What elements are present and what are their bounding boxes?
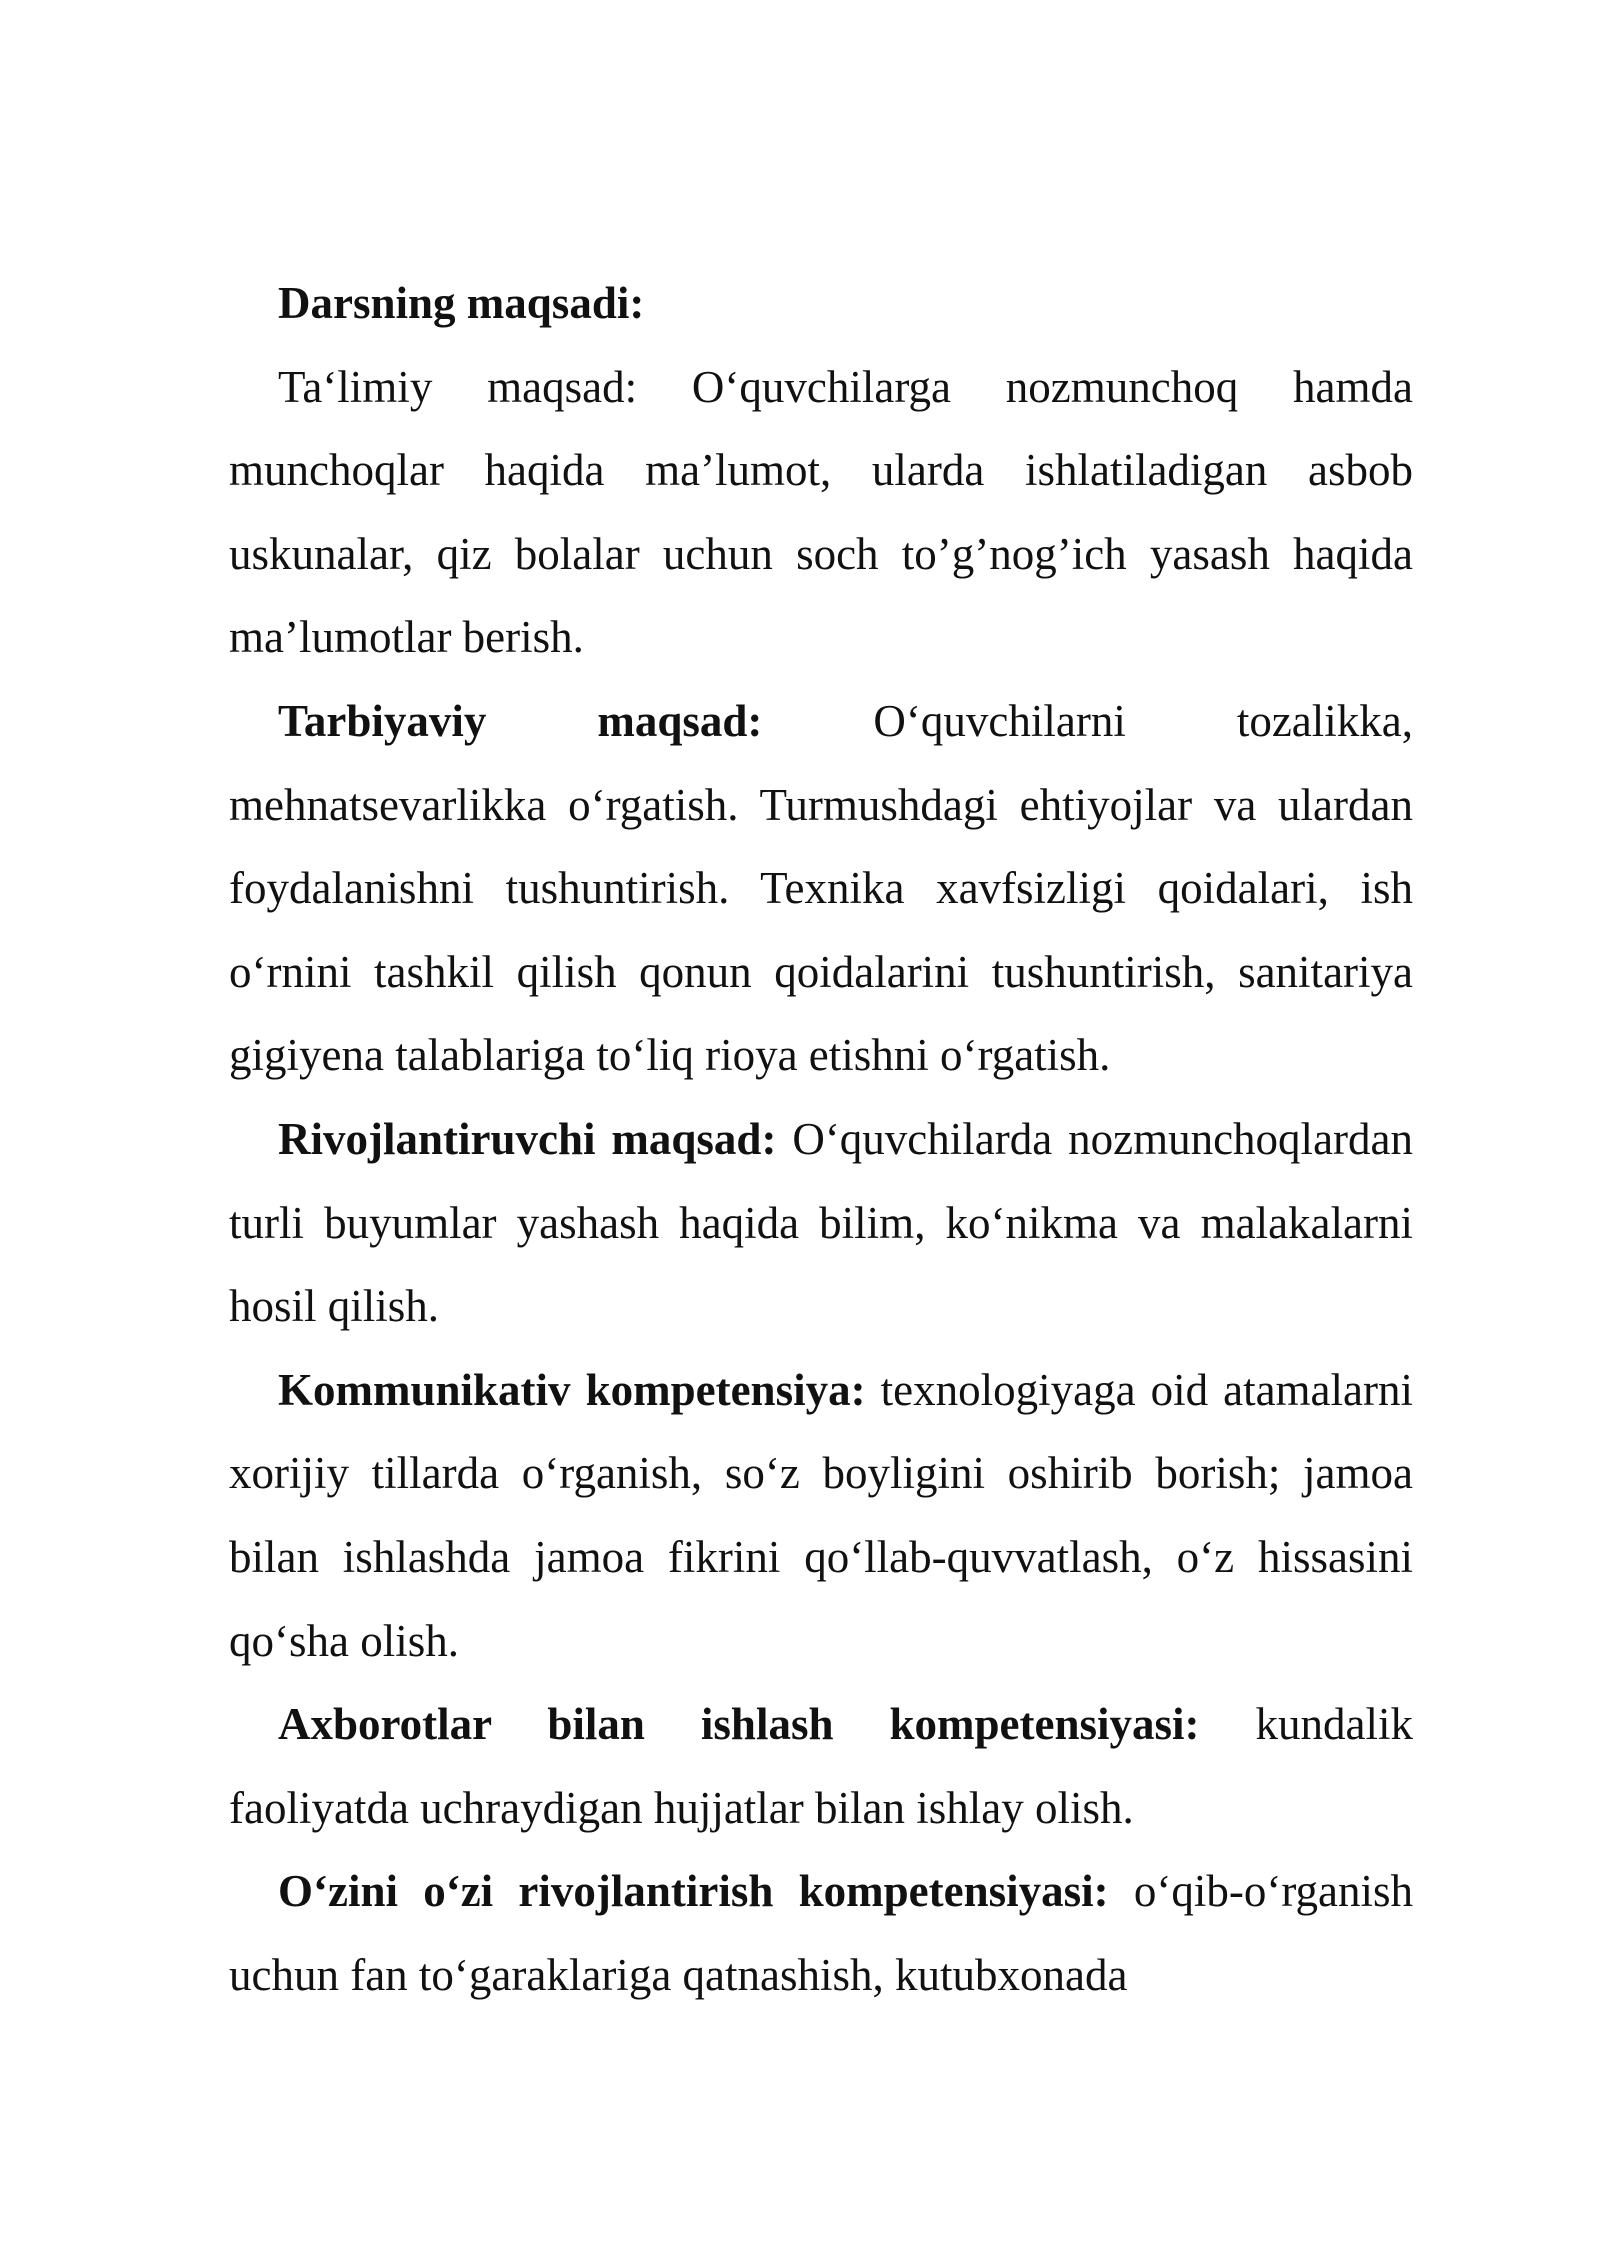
paragraph-label: Tarbiyaviy maqsad: xyxy=(278,695,763,746)
paragraph-label: Kommunikativ kompetensiya: xyxy=(278,1364,866,1415)
paragraph-text: O‘quvchilarni tozalikka, mehnatsevarlikka o‘rgatish. Turmushdagi ehtiyojlar va ulardan foydalanishni tushuntirish. Texnika xavfsizligi qoidalari, ish o‘rnini tashkil qilish qonun qoidalarini tushuntirish, sanitariya gigiyena talablariga to‘liq rioya etishni o‘rgatish. xyxy=(229,695,1413,1081)
paragraph-rivojlantiruvchi xyxy=(229,1098,1413,1349)
paragraph-label: O‘zini o‘zi rivojlantirish kompetensiyasi: xyxy=(278,1866,1109,1917)
section-heading xyxy=(229,262,1413,346)
paragraph-text: o‘qib-o‘rganish uchun fan to‘garaklariga qatnashish, kutubxonada xyxy=(229,1866,1413,2000)
paragraph-ozini-rivojlantirish xyxy=(229,1850,1413,2017)
paragraph-kommunikativ xyxy=(229,1349,1413,1683)
heading-text: Darsning maqsadi: xyxy=(278,278,645,328)
paragraph-talimiy xyxy=(229,346,1413,680)
paragraph-label: Axborotlar bilan ishlash kompetensiyasi: xyxy=(278,1699,1200,1750)
paragraph-text: texnologiyaga oid atamalarni xorijiy tillarda o‘rganish, so‘z boyligini oshirib borish; jamoa bilan ishlashda jamoa fikrini qo‘llab-quvvatlash, o‘z hissasini qo‘sha olish. xyxy=(229,1364,1413,1666)
paragraph-label: Rivojlantiruvchi maqsad: xyxy=(278,1113,777,1164)
paragraph-text: kundalik faoliyatda uchraydigan hujjatlar bilan ishlay olish. xyxy=(229,1699,1413,1833)
paragraph-text: Ta‘limiy maqsad: O‘quvchilarga nozmunchoq hamda munchoqlar haqida ma’lumot, ularda ishlatiladigan asbob uskunalar, qiz bolalar uchun soch to’g’nog’ich yasash haqida ma’lumotlar berish. xyxy=(229,361,1413,663)
paragraph-text: O‘quvchilarda nozmunchoqlardan turli buyumlar yashash haqida bilim, ko‘nikma va malakalarni hosil qilish. xyxy=(229,1113,1413,1332)
document-body xyxy=(229,262,1413,2017)
paragraph-tarbiyaviy xyxy=(229,680,1413,1098)
paragraph-axborotlar xyxy=(229,1683,1413,1850)
